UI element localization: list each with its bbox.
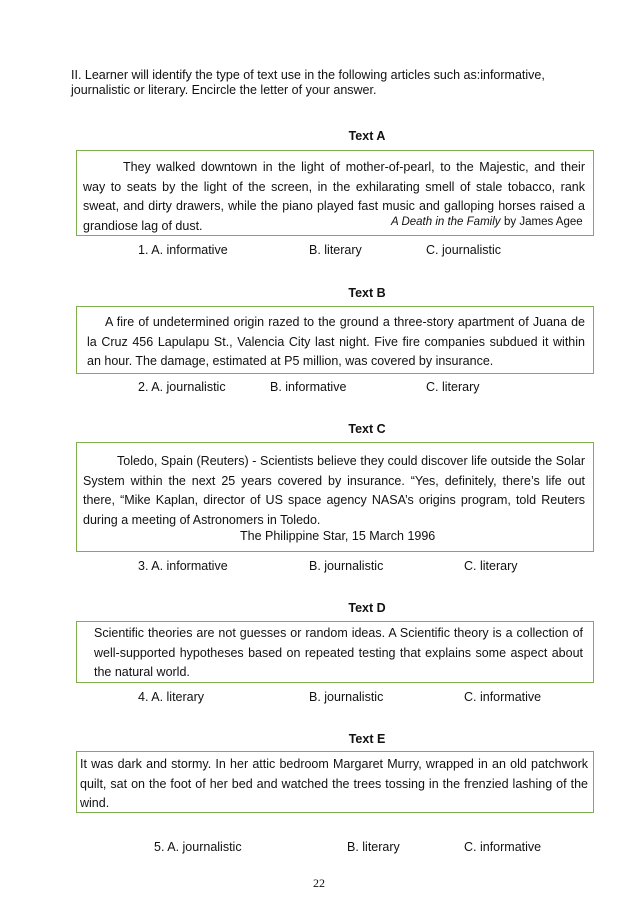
q5-option-b[interactable]: B. literary <box>347 840 400 854</box>
q4-option-b[interactable]: B. journalistic <box>309 690 384 704</box>
instructions: II. Learner will identify the type of text use in the following articles such as:informative, journalistic or literary. Encircle the letter of your answer. <box>71 68 545 97</box>
text-a-paragraph: They walked downtown in the light of mother-of-pearl, to the Majestic, and their way to seats by the light of the screen, in the exhilarating smell of stale tobacco, rank sweat, and dirty drawers, while the piano played fast music and galloping horses raised a grandiose lag of dust. <box>83 160 585 233</box>
q2-option-b[interactable]: B. informative <box>270 380 347 394</box>
q3-option-c[interactable]: C. literary <box>464 559 518 573</box>
text-b-paragraph: A fire of undetermined origin razed to the ground a three-story apartment of Juana de la Cruz 456 Lapulapu St., Valencia City last night. Five fire companies subdued it within an hour. The damage, estimated at P5 million, was covered by insurance. <box>87 315 585 368</box>
q1-option-c[interactable]: C. journalistic <box>426 243 502 257</box>
text-e-title: Text E <box>348 732 386 746</box>
q2-option-c[interactable]: C. literary <box>426 380 480 394</box>
q3-option-b[interactable]: B. journalistic <box>309 559 384 573</box>
q2-option-a[interactable]: 2. A. journalistic <box>138 380 226 394</box>
text-c-title: Text C <box>348 422 386 436</box>
text-c-source: The Philippine Star, 15 March 1996 <box>240 529 436 543</box>
text-d-title: Text D <box>348 601 386 615</box>
source-title: A Death in the Family <box>391 216 501 228</box>
q4-option-c[interactable]: C. informative <box>464 690 542 704</box>
q1-option-a[interactable]: 1. A. informative <box>138 243 228 257</box>
q5-option-a[interactable]: 5. A. journalistic <box>154 840 242 854</box>
text-a-title: Text A <box>348 129 386 143</box>
q4-option-a[interactable]: 4. A. literary <box>138 690 205 704</box>
q1-option-b[interactable]: B. literary <box>309 243 362 257</box>
source-author: by James Agee <box>504 216 583 228</box>
text-e-paragraph: It was dark and stormy. In her attic bedroom Margaret Murry, wrapped in an old patchwork quilt, sat on the foot of her bed and watched the trees tossing in the frenzied lashing of the wind. <box>80 757 588 810</box>
page-number: 22 <box>313 876 325 890</box>
text-d-paragraph: Scientific theories are not guesses or random ideas. A Scientific theory is a collection of well-supported hypotheses based on repeated testing that explains some aspect about the natural world. <box>94 626 583 679</box>
q3-option-a[interactable]: 3. A. informative <box>138 559 228 573</box>
text-c-paragraph: Toledo, Spain (Reuters) - Scientists believe they could discover life outside the Solar System within the next 25 years covered by insurance. “Yes, definitely, there’s life out there, “Mike Kaplan, director of US space agency NASA’s origins program, told Reuters during a meeting of Astronomers in Toledo. <box>83 454 585 527</box>
text-a-source <box>391 214 583 228</box>
q5-option-c[interactable]: C. informative <box>464 840 542 854</box>
text-b-title: Text B <box>348 286 386 300</box>
